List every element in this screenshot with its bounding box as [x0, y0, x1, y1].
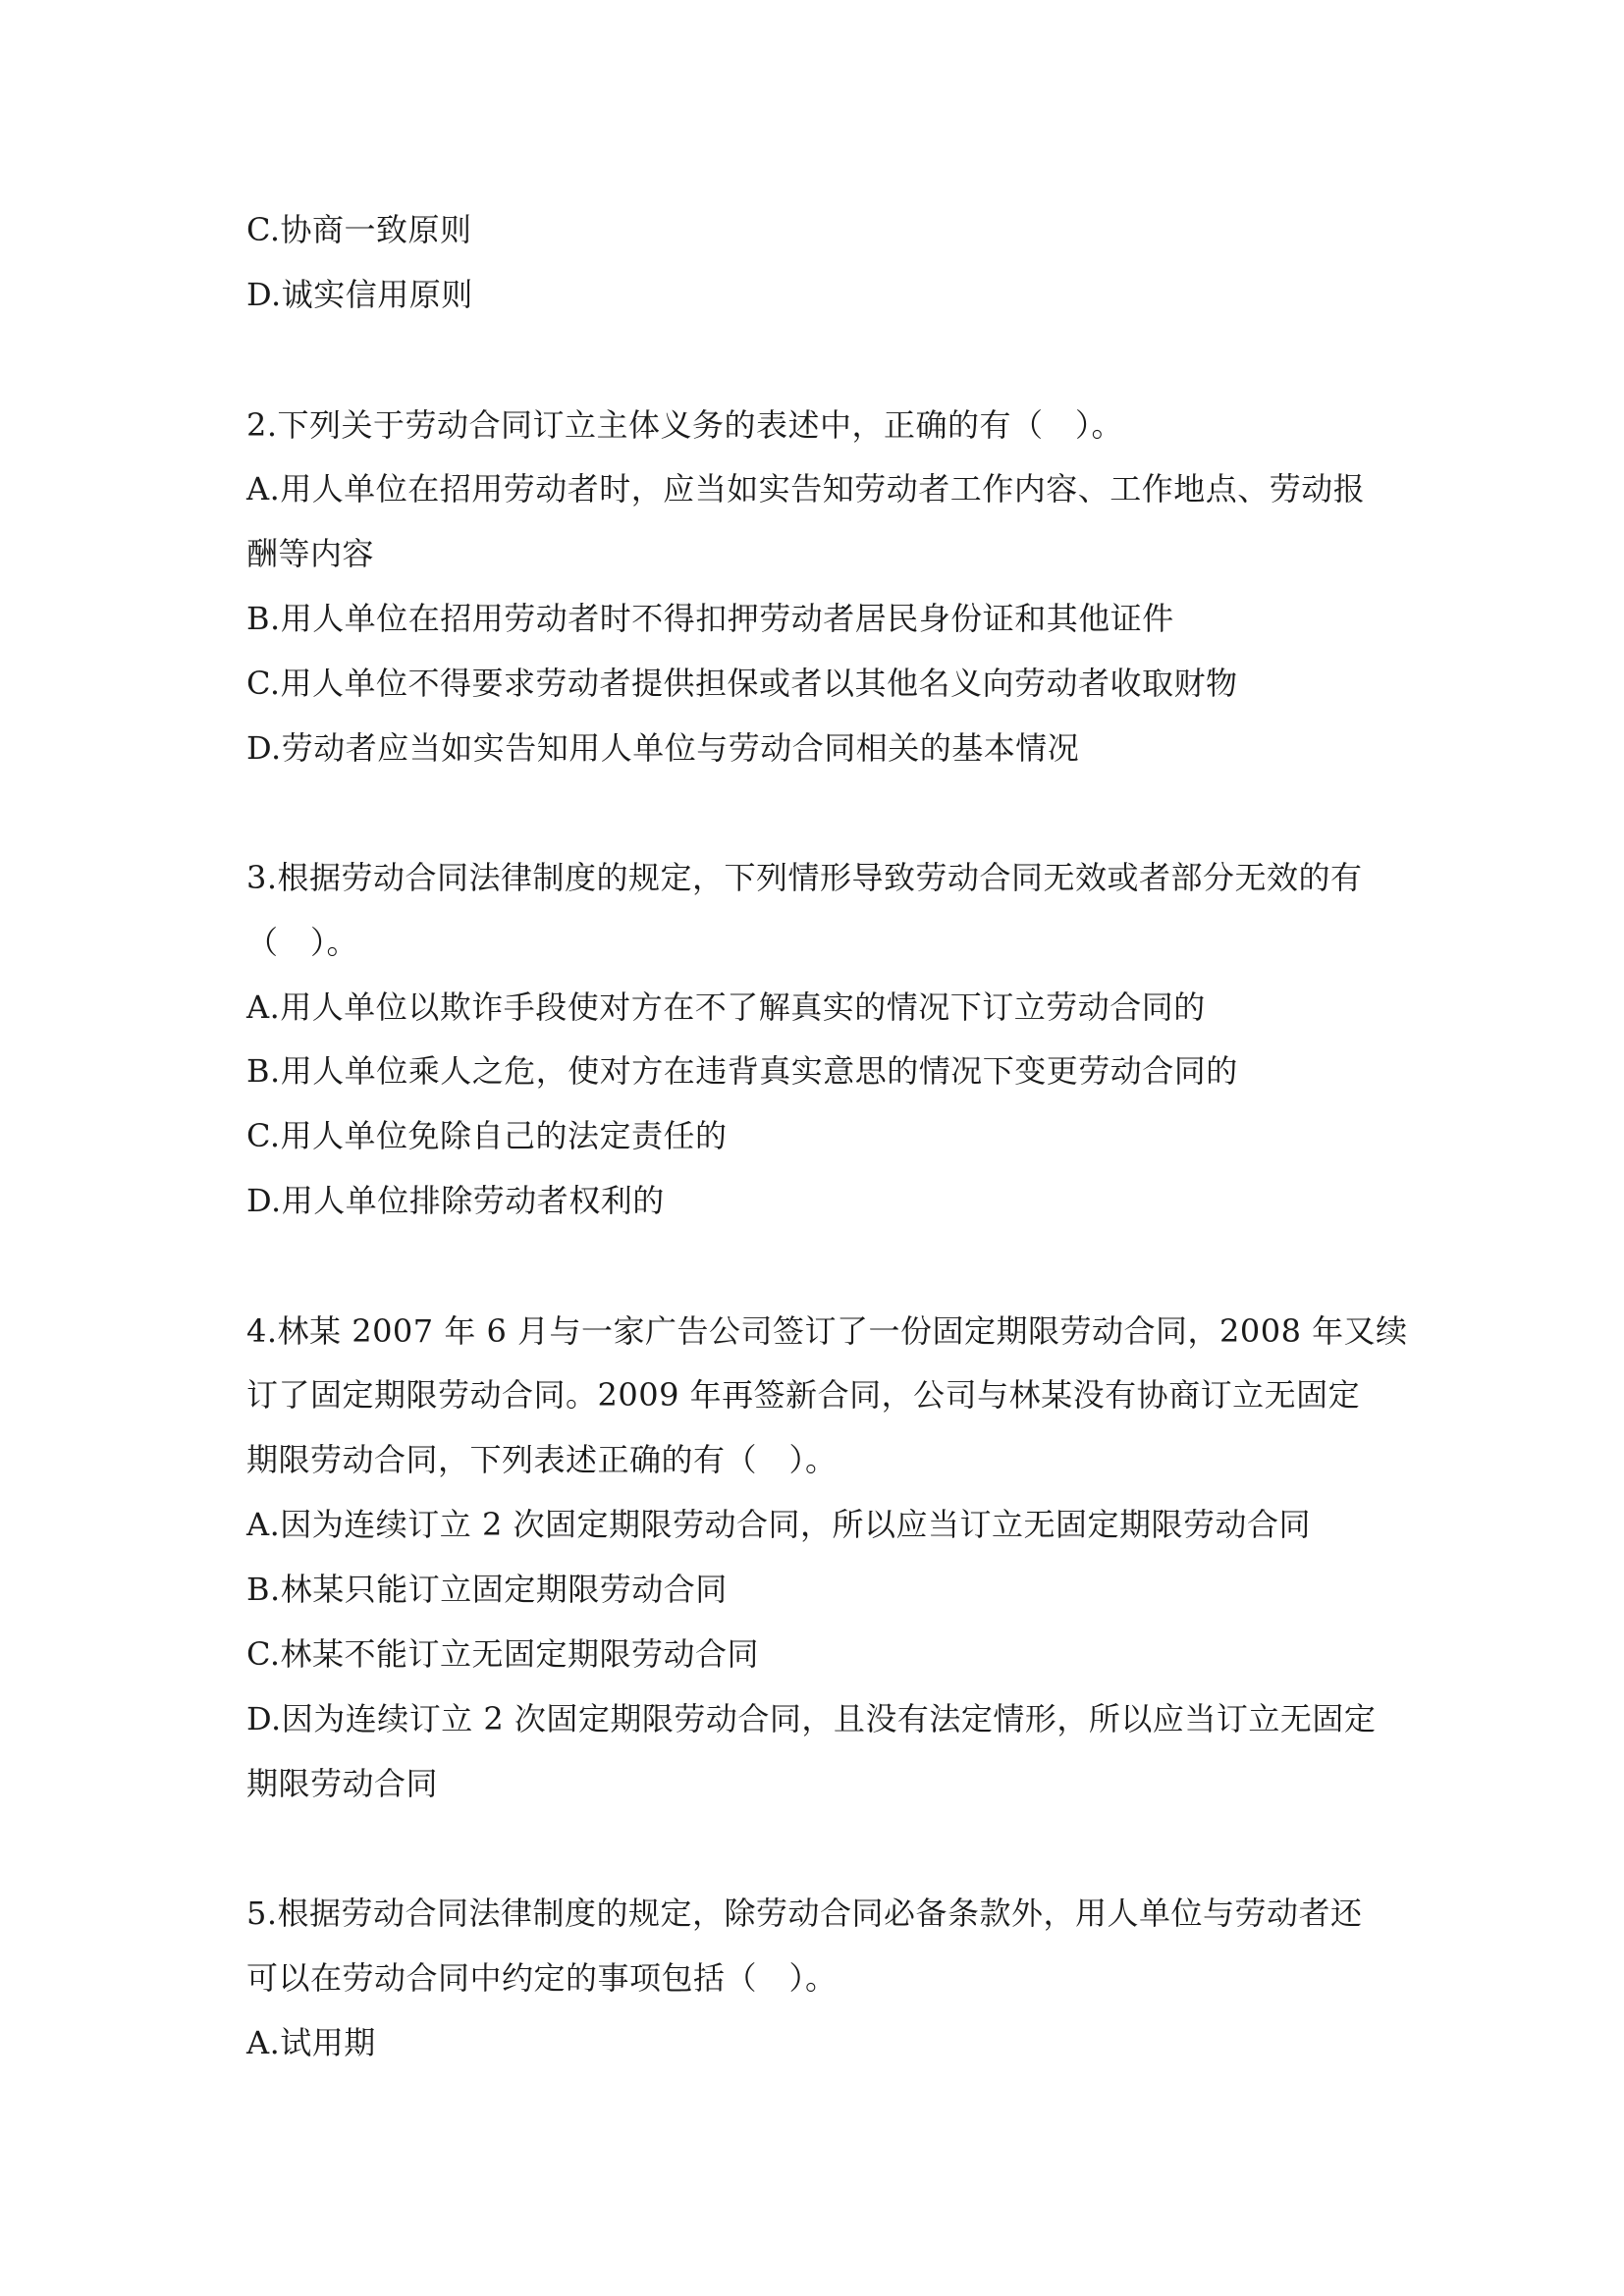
question-3: 3.根据劳动合同法律制度的规定，下列情形导致劳动合同无效或者部分无效的有 [246, 859, 1363, 896]
option-a-q5: A.试用期 [246, 2024, 376, 2061]
option-d-q4-cont: 期限劳动合同 [246, 1765, 439, 1802]
question-2: 2.下列关于劳动合同订立主体义务的表述中，正确的有（ ）。 [246, 406, 1124, 444]
option-b-q3: B.用人单位乘人之危，使对方在违背真实意思的情况下变更劳动合同的 [246, 1052, 1238, 1090]
question-4-cont-1: 订了固定期限劳动合同。2009 年再签新合同，公司与林某没有协商订立无固定 [246, 1376, 1361, 1414]
option-d-q4: D.因为连续订立 2 次固定期限劳动合同，且没有法定情形，所以应当订立无固定 [246, 1700, 1377, 1737]
question-5: 5.根据劳动合同法律制度的规定，除劳动合同必备条款外，用人单位与劳动者还 [246, 1895, 1363, 1932]
option-b-q2: B.用人单位在招用劳动者时不得扣押劳动者居民身份证和其他证件 [246, 600, 1174, 637]
question-5-cont: 可以在劳动合同中约定的事项包括（ ）。 [246, 1959, 838, 1997]
option-a-q4: A.因为连续订立 2 次固定期限劳动合同，所以应当订立无固定期限劳动合同 [246, 1506, 1311, 1543]
option-b-q4: B.林某只能订立固定期限劳动合同 [246, 1571, 728, 1608]
option-a-q2-cont: 酬等内容 [246, 535, 375, 572]
option-c-q4: C.林某不能订立无固定期限劳动合同 [246, 1635, 760, 1673]
option-c-q2: C.用人单位不得要求劳动者提供担保或者以其他名义向劳动者收取财物 [246, 665, 1238, 702]
question-4-cont-2: 期限劳动合同，下列表述正确的有（ ）。 [246, 1441, 838, 1478]
option-d-q1: D.诚实信用原则 [246, 276, 473, 313]
option-d-q2: D.劳动者应当如实告知用人单位与劳动合同相关的基本情况 [246, 729, 1080, 767]
option-c-q1: C.协商一致原则 [246, 211, 472, 248]
question-4: 4.林某 2007 年 6 月与一家广告公司签订了一份固定期限劳动合同，2008 年又续 [246, 1312, 1408, 1350]
option-c-q3: C.用人单位免除自己的法定责任的 [246, 1117, 728, 1154]
option-a-q2: A.用人单位在招用劳动者时，应当如实告知劳动者工作内容、工作地点、劳动报 [246, 470, 1366, 507]
option-a-q3: A.用人单位以欺诈手段使对方在不了解真实的情况下订立劳动合同的 [246, 988, 1206, 1026]
option-d-q3: D.用人单位排除劳动者权利的 [246, 1182, 665, 1219]
question-3-cont: （ ）。 [246, 924, 359, 961]
